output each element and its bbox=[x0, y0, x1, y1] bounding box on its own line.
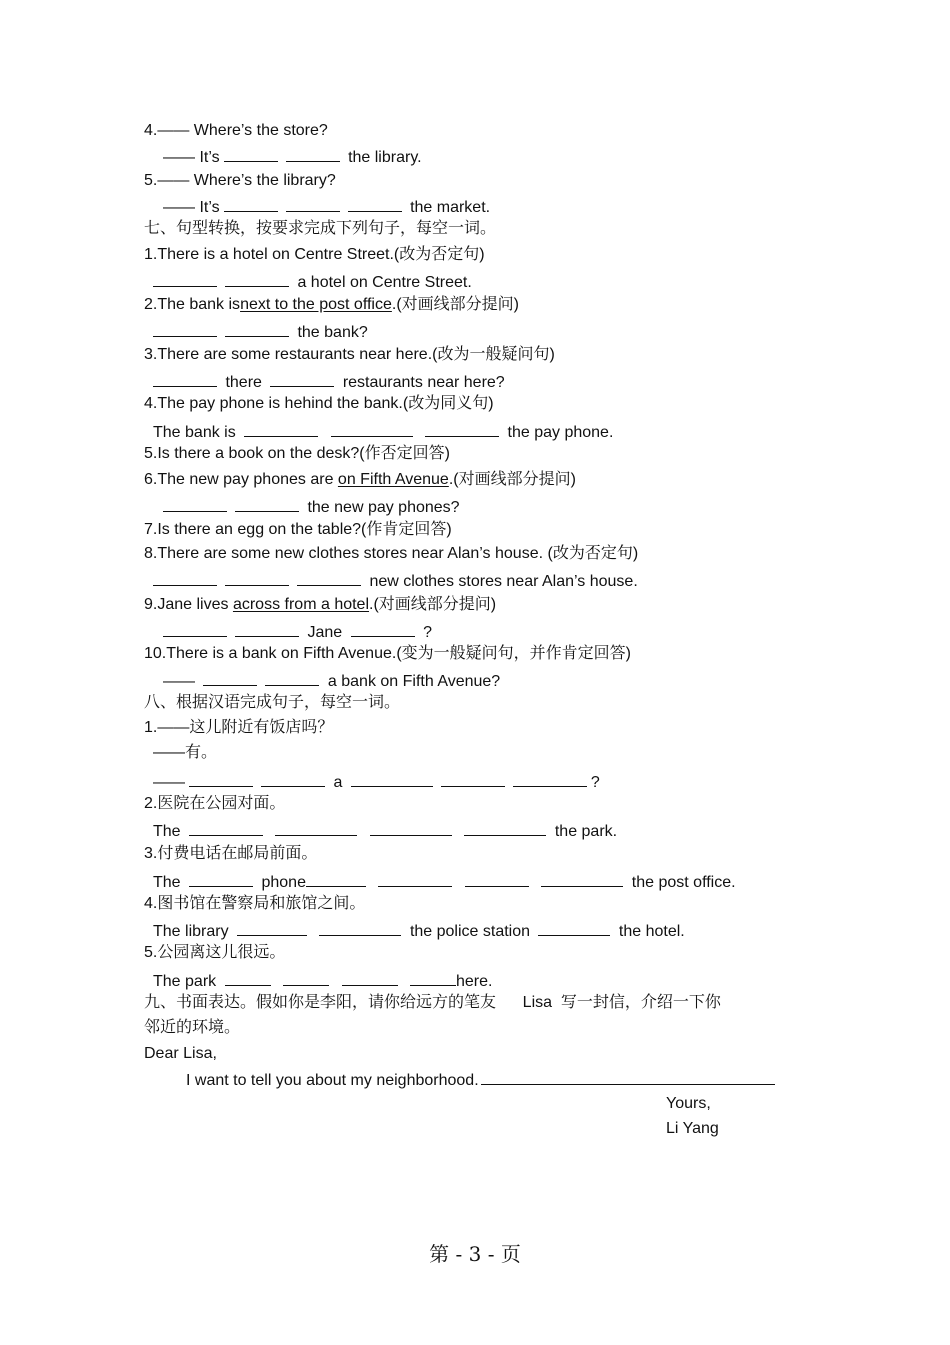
answer-blank[interactable] bbox=[425, 422, 499, 437]
q7-1: 1.There is a hotel on Centre Street.(改为否定句) bbox=[144, 246, 485, 263]
answer-blank[interactable] bbox=[351, 622, 415, 637]
section9-heading-line1: 九、书面表达。假如你是李阳，请你给远方的笔友 Lisa 写一封信，介绍一下你 bbox=[144, 994, 721, 1011]
answer-blank[interactable] bbox=[225, 571, 289, 586]
q7-6: 6.The new pay phones are on Fifth Avenue.(对画线部分提问) bbox=[144, 471, 576, 488]
answer-blank[interactable] bbox=[261, 772, 325, 787]
q7-7: 7.Is there an egg on the table?(作肯定回答) bbox=[144, 521, 452, 538]
letter-body: I want to tell you about my neighborhood. bbox=[186, 1070, 779, 1089]
answer-blank[interactable] bbox=[283, 971, 329, 986]
answer-blank[interactable] bbox=[189, 821, 263, 836]
answer-blank[interactable] bbox=[331, 422, 413, 437]
answer-blank[interactable] bbox=[286, 147, 340, 162]
answer-blank[interactable] bbox=[464, 821, 546, 836]
answer-blank[interactable] bbox=[541, 872, 623, 887]
q7-2: 2.The bank isnext to the post office.(对画线部分提问) bbox=[144, 296, 519, 313]
q7-9-answer: Jane ? bbox=[163, 622, 432, 641]
answer-blank[interactable] bbox=[235, 497, 299, 512]
answer-blank[interactable] bbox=[513, 772, 587, 787]
letter-closing: Yours, bbox=[666, 1095, 711, 1112]
q8-3: 3.付费电话在邮局前面。 bbox=[144, 845, 318, 862]
q8-2: 2.医院在公园对面。 bbox=[144, 795, 286, 812]
q6-4-answer: —— It’s the library. bbox=[163, 149, 422, 166]
q8-5-answer: The park here. bbox=[153, 973, 493, 990]
answer-blank[interactable] bbox=[378, 872, 452, 887]
q7-8: 8.There are some new clothes stores near Alan’s house. (改为否定句) bbox=[144, 545, 639, 562]
answer-blank[interactable] bbox=[306, 872, 366, 887]
answer-blank[interactable] bbox=[153, 322, 217, 337]
answer-blank[interactable] bbox=[224, 147, 278, 162]
answer-blank[interactable] bbox=[270, 372, 334, 387]
answer-blank[interactable] bbox=[465, 872, 529, 887]
answer-blank[interactable] bbox=[244, 422, 318, 437]
section8-heading: 八、根据汉语完成句子，每空一词。 bbox=[144, 694, 401, 711]
q7-4: 4.The pay phone is hehind the bank.(改为同义句) bbox=[144, 395, 494, 412]
q7-1-answer: a hotel on Centre Street. bbox=[153, 272, 472, 291]
section7-heading: 七、句型转换，按要求完成下列句子，每空一词。 bbox=[144, 220, 497, 237]
q7-4-answer: The bank is the pay phone. bbox=[153, 424, 614, 441]
q6-5-answer: —— It’s the market. bbox=[163, 199, 491, 216]
answer-blank[interactable] bbox=[235, 622, 299, 637]
answer-blank[interactable] bbox=[441, 772, 505, 787]
answer-blank[interactable] bbox=[163, 622, 227, 637]
answer-blank[interactable] bbox=[410, 971, 456, 986]
answer-blank[interactable] bbox=[225, 272, 289, 287]
answer-blank[interactable] bbox=[297, 571, 361, 586]
answer-blank[interactable] bbox=[189, 772, 253, 787]
answer-blank[interactable] bbox=[163, 497, 227, 512]
q7-9: 9.Jane lives across from a hotel.(对画线部分提问) bbox=[144, 596, 497, 613]
letter-signature: Li Yang bbox=[666, 1120, 719, 1137]
letter-greeting: Dear Lisa, bbox=[144, 1045, 217, 1062]
answer-blank[interactable] bbox=[286, 197, 340, 212]
q6-4-question: 4.—— Where’s the store? bbox=[144, 122, 328, 139]
writing-line[interactable] bbox=[481, 1070, 775, 1085]
answer-blank[interactable] bbox=[225, 971, 271, 986]
q8-1-reply: ——有。 bbox=[153, 744, 218, 761]
answer-blank[interactable] bbox=[319, 921, 401, 936]
answer-blank[interactable] bbox=[275, 821, 357, 836]
q8-4: 4.图书馆在警察局和旅馆之间。 bbox=[144, 895, 366, 912]
q6-5-question: 5.—— Where’s the library? bbox=[144, 172, 336, 189]
q7-3: 3.There are some restaurants near here.(改为一般疑问句) bbox=[144, 346, 555, 363]
answer-blank[interactable] bbox=[153, 272, 217, 287]
q8-1: 1.——这儿附近有饭店吗？ bbox=[144, 719, 334, 736]
answer-blank[interactable] bbox=[342, 971, 398, 986]
answer-blank[interactable] bbox=[225, 322, 289, 337]
answer-blank[interactable] bbox=[153, 571, 217, 586]
answer-blank[interactable] bbox=[370, 821, 452, 836]
q7-10-answer: —— a bank on Fifth Avenue? bbox=[163, 673, 501, 690]
q8-5: 5.公园离这儿很远。 bbox=[144, 944, 286, 961]
q7-8-answer: new clothes stores near Alan’s house. bbox=[153, 571, 638, 590]
answer-blank[interactable] bbox=[237, 921, 307, 936]
q7-6-answer: the new pay phones? bbox=[163, 497, 460, 516]
answer-blank[interactable] bbox=[153, 372, 217, 387]
q8-4-answer: The library the police station the hotel. bbox=[153, 923, 685, 940]
q8-1-answer: —— a ? bbox=[153, 774, 600, 791]
answer-blank[interactable] bbox=[265, 671, 319, 686]
section9-heading-line2: 邻近的环境。 bbox=[144, 1019, 241, 1036]
q8-2-answer: The the park. bbox=[153, 823, 618, 840]
q7-3-answer: there restaurants near here? bbox=[153, 372, 505, 391]
page-number: 第 - 3 - 页 bbox=[429, 1242, 521, 1266]
answer-blank[interactable] bbox=[189, 872, 253, 887]
answer-blank[interactable] bbox=[224, 197, 278, 212]
q7-10: 10.There is a bank on Fifth Avenue.(变为一般疑问句，并作肯定回答) bbox=[144, 645, 631, 662]
answer-blank[interactable] bbox=[538, 921, 610, 936]
q8-3-answer: The phone the post office. bbox=[153, 874, 736, 891]
q7-5: 5.Is there a book on the desk?(作否定回答) bbox=[144, 445, 450, 462]
answer-blank[interactable] bbox=[203, 671, 257, 686]
answer-blank[interactable] bbox=[351, 772, 433, 787]
q7-2-answer: the bank? bbox=[153, 322, 368, 341]
answer-blank[interactable] bbox=[348, 197, 402, 212]
